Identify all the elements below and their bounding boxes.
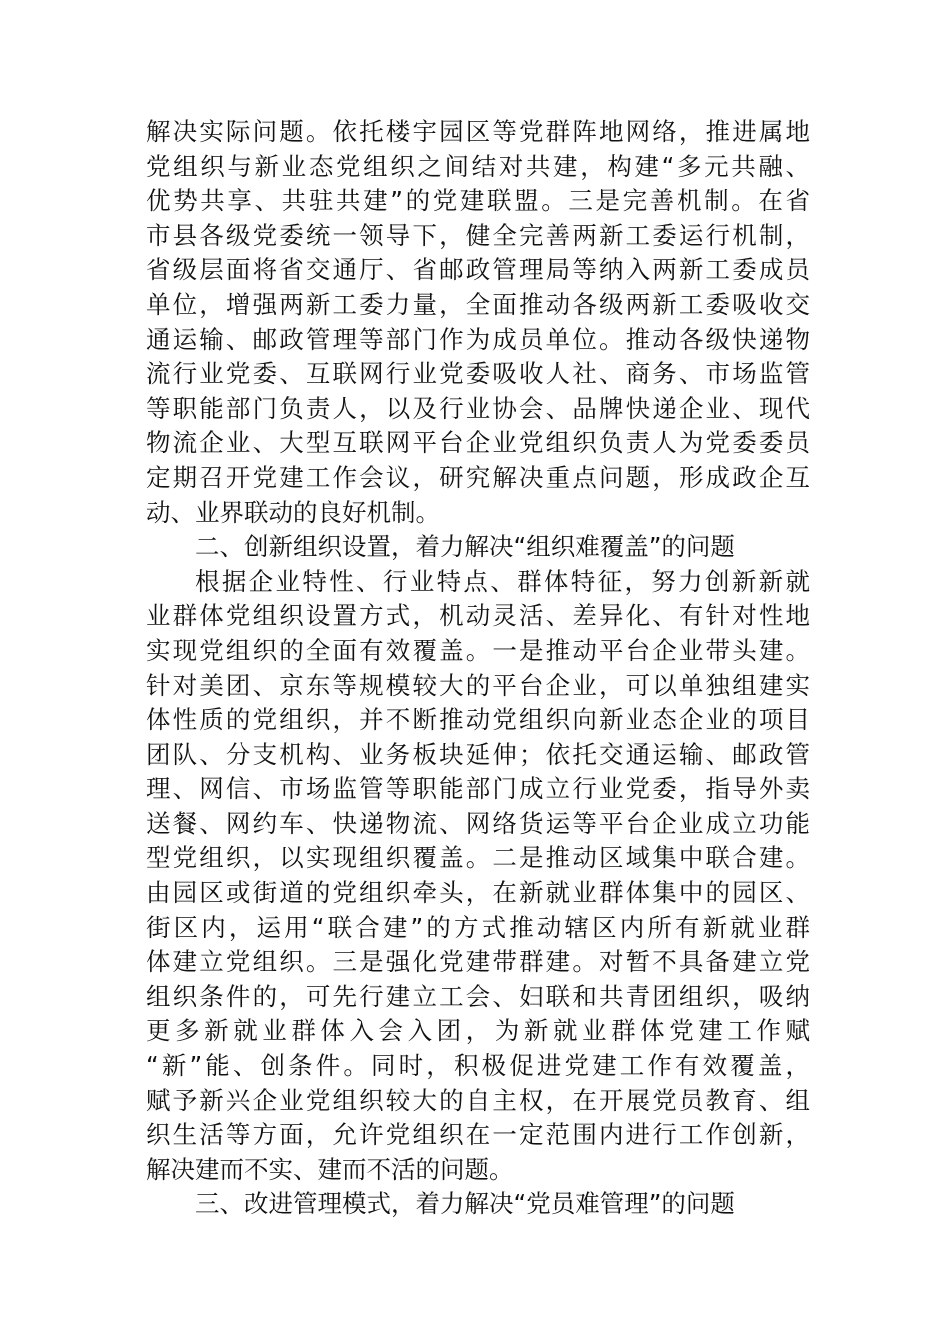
text-line: 街区内，运用“联合建”的方式推动辖区内所有新就业群	[146, 912, 810, 942]
text-line: 动、业界联动的良好机制。	[146, 497, 440, 527]
text-line: 根据企业特性、行业特点、群体特征，努力创新新就	[195, 566, 810, 596]
text-line: 型党组织，以实现组织覆盖。二是推动区域集中联合建。	[146, 843, 810, 873]
text-line: 解决实际问题。依托楼宇园区等党群阵地网络，推进属地	[146, 117, 810, 146]
text-line: 实现党组织的全面有效覆盖。一是推动平台企业带头建。	[146, 635, 810, 665]
text-line: 体性质的党组织，并不断推动党组织向新业态企业的项目	[146, 705, 810, 735]
document-page	[146, 115, 810, 1222]
text-line: 解决建而不实、建而不活的问题。	[146, 1154, 514, 1184]
section-heading: 三、改进管理模式，着力解决“党员难管理”的问题	[195, 1189, 735, 1219]
text-line: 流行业党委、互联网行业党委吸收人社、商务、市场监管	[146, 359, 810, 389]
text-line: 更多新就业群体入会入团，为新就业群体党建工作赋	[146, 1016, 810, 1046]
text-line: “新”能、创条件。同时，积极促进党建工作有效覆盖，	[146, 1051, 810, 1081]
text-line: 理、网信、市场监管等职能部门成立行业党委，指导外卖	[146, 774, 810, 804]
text-line: 业群体党组织设置方式，机动灵活、差异化、有针对性地	[146, 601, 810, 631]
text-line: 织生活等方面，允许党组织在一定范围内进行工作创新，	[146, 1120, 810, 1150]
text-line: 由园区或街道的党组织牵头，在新就业群体集中的园区、	[146, 878, 810, 908]
text-line: 物流企业、大型互联网平台企业党组织负责人为党委委员	[146, 428, 810, 458]
text-line: 市县各级党委统一领导下，健全完善两新工委运行机制，	[146, 220, 810, 250]
text-line: 等职能部门负责人，以及行业协会、品牌快递企业、现代	[146, 393, 810, 423]
text-line: 优势共享、共驻共建”的党建联盟。三是完善机制。在省	[146, 186, 810, 216]
text-line: 赋予新兴企业党组织较大的自主权，在开展党员教育、组	[146, 1085, 810, 1115]
text-line: 党组织与新业态党组织之间结对共建，构建“多元共融、	[146, 151, 810, 181]
text-line: 针对美团、京东等规模较大的平台企业，可以单独组建实	[146, 670, 810, 700]
section-heading: 二、创新组织设置，着力解决“组织难覆盖”的问题	[195, 532, 735, 562]
text-line: 通运输、邮政管理等部门作为成员单位。推动各级快递物	[146, 324, 810, 354]
text-line: 体建立党组织。三是强化党建带群建。对暂不具备建立党	[146, 947, 810, 977]
text-line: 定期召开党建工作会议，研究解决重点问题，形成政企互	[146, 462, 810, 492]
text-line: 省级层面将省交通厅、省邮政管理局等纳入两新工委成员	[146, 255, 810, 285]
text-line: 送餐、网约车、快递物流、网络货运等平台企业成立功能	[146, 808, 810, 838]
text-line: 组织条件的，可先行建立工会、妇联和共青团组织，吸纳	[146, 981, 810, 1011]
text-line: 团队、分支机构、业务板块延伸；依托交通运输、邮政管	[146, 739, 810, 769]
text-line: 单位，增强两新工委力量，全面推动各级两新工委吸收交	[146, 289, 810, 319]
